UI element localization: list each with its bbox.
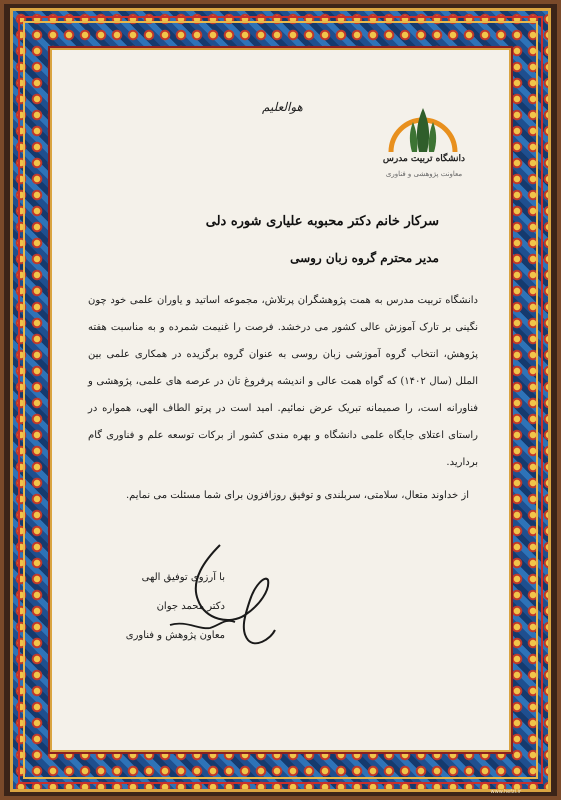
recipient-role: مدیر محترم گروه زبان روسی bbox=[290, 251, 439, 265]
site-watermark: www.hefzi.ir bbox=[490, 789, 521, 795]
signature-wish: با آرزوی توفیق الهی bbox=[141, 572, 225, 583]
logo-title: دانشگاه تربیت مدرس bbox=[382, 154, 466, 164]
logo-subtitle: معاونت پژوهشی و فناوری bbox=[385, 170, 463, 178]
letter-body: دانشگاه تربیت مدرس به همت پژوهشگران پرتلاش، مجموعه اساتید و یاوران علمی خود چون نگینی بر تارک آموزش عالی کشور می درخشد. فرصت را غنیمت شمرده و به مناسبت هفته پژوهش، انتخاب گروه آموزشی زبان روسی به عنوان گروه برگزیده در همکاری علمی بین الملل (سال ۱۴۰۲) که گواه همت عالی و اندیشه پرفروغ تان در عرصه های علمی، پژوهشی و فناورانه است، را صمیمانه تبریک عرض نمائیم. امید است در پرتو الطاف الهی، همواره در راستای اعتلای جایگاه علمی دانشگاه و بهره مندی کشور از برکات توسعه علم و فناوری گام بردارید. bbox=[88, 295, 478, 468]
signatory-name: دکتر محمد جوان bbox=[156, 601, 225, 612]
basmala-heading: هوالعلیم bbox=[262, 100, 303, 114]
recipient-name: سرکار خانم دکتر محبوبه علیاری شوره دلی bbox=[205, 214, 439, 229]
letter-closing: از خداوند متعال، سلامتی، سربلندی و توفیق روزافزون برای شما مسئلت می نمایم. bbox=[125, 490, 469, 501]
signature-block bbox=[115, 572, 225, 659]
signatory-title: معاون پژوهش و فناوری bbox=[125, 630, 225, 641]
